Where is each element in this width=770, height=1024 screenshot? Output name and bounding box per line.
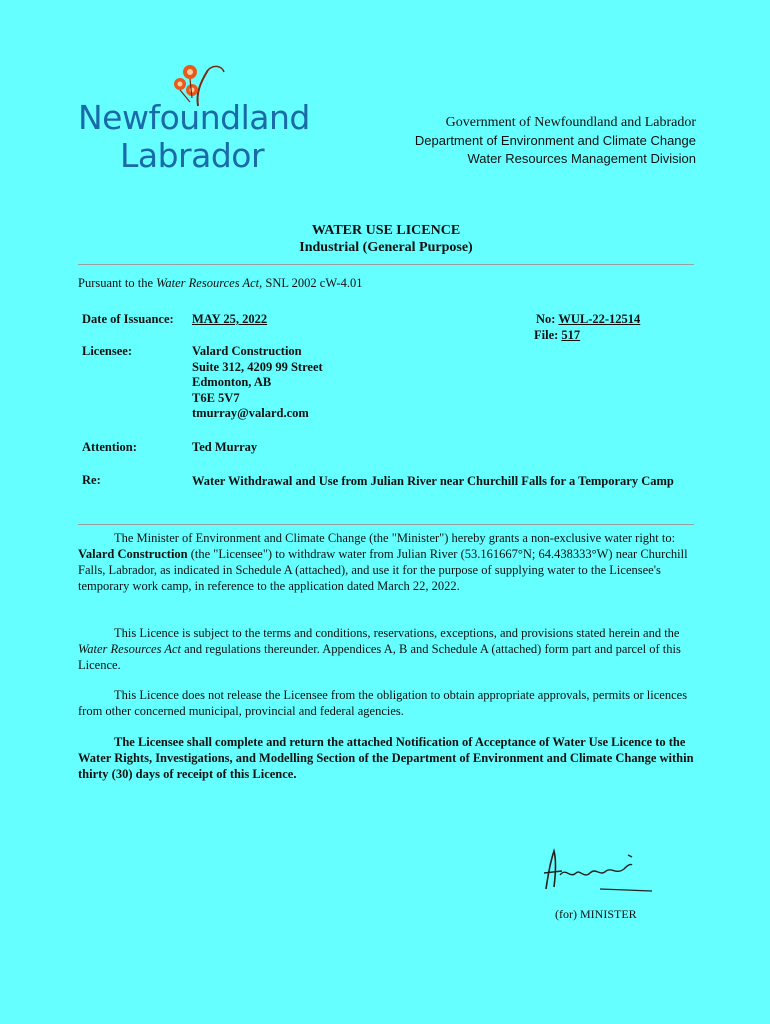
act-name: Water Resources Act bbox=[156, 276, 260, 290]
licensee-email: tmurray@valard.com bbox=[192, 406, 309, 420]
file-number-value: 517 bbox=[561, 328, 581, 342]
attention-label: Attention: bbox=[82, 440, 137, 454]
grant-paragraph: The Minister of Environment and Climate Change (the "Minister") hereby grants a non-exclusive water right to: Valard Construction (the "Licensee") to withdraw water from Julian River (53.161667°N; 64.438333°W) near Churchill Falls, Labrador, as indicated in Schedule A (attached), and use it for the purpose of supplying water to the Licensee's temporary work camp, in reference to the application dated March 22, 2022. bbox=[78, 531, 688, 593]
date-label: Date of Issuance: bbox=[82, 312, 174, 326]
header-department: Department of Environment and Climate Change bbox=[414, 133, 696, 148]
logo-line-1: Newfoundland bbox=[78, 98, 310, 137]
header-division: Water Resources Management Division bbox=[467, 151, 696, 166]
divider-middle bbox=[78, 524, 694, 525]
terms-paragraph: This Licence is subject to the terms and conditions, reservations, exceptions, and provisions stated herein and the Water Resources Act and regulations thereunder. Appendices A, B and Schedule A (attached) form part and parcel of this Licence. bbox=[78, 626, 681, 672]
divider-top bbox=[78, 264, 694, 265]
authority-line: Pursuant to the Water Resources Act, SNL 2002 cW-4.01 bbox=[78, 276, 363, 290]
licence-number: No: WUL-22-12514 bbox=[536, 312, 641, 326]
licensee-label: Licensee: bbox=[82, 344, 132, 358]
licensee-name: Valard Construction bbox=[78, 547, 188, 561]
licence-number-value: WUL-22-12514 bbox=[558, 312, 641, 326]
acceptance-paragraph: The Licensee shall complete and return the attached Notification of Acceptance of Water Use Licence to the Water Rights, Investigations, and Modelling Section of the Department of Environment and Climate Change within thirty (30) days of receipt of this Licence. bbox=[78, 735, 694, 781]
obligations-paragraph: This Licence does not release the Licensee from the obligation to obtain appropriate approvals, permits or licences from other concerned municipal, provincial and federal agencies. bbox=[78, 688, 688, 718]
attention-value: Ted Murray bbox=[192, 440, 258, 454]
date-value: MAY 25, 2022 bbox=[192, 312, 268, 326]
signature-caption: (for) MINISTER bbox=[555, 907, 637, 921]
government-logo bbox=[78, 58, 310, 178]
licence-title: WATER USE LICENCE bbox=[311, 223, 461, 238]
file-number: File: 517 bbox=[534, 328, 581, 342]
re-value: Water Withdrawal and Use from Julian River near Churchill Falls for a Temporary Camp bbox=[192, 474, 674, 488]
licensee-address: Valard Construction Suite 312, 4209 99 Street Edmonton, AB T6E 5V7 tmurray@valard.com bbox=[192, 344, 323, 420]
logo-line-2: Labrador bbox=[120, 136, 265, 175]
header-government: Government of Newfoundland and Labrador bbox=[445, 115, 696, 130]
licence-subtitle: Industrial (General Purpose) bbox=[299, 240, 473, 255]
minister-signature bbox=[540, 845, 660, 895]
re-label: Re: bbox=[82, 473, 101, 487]
